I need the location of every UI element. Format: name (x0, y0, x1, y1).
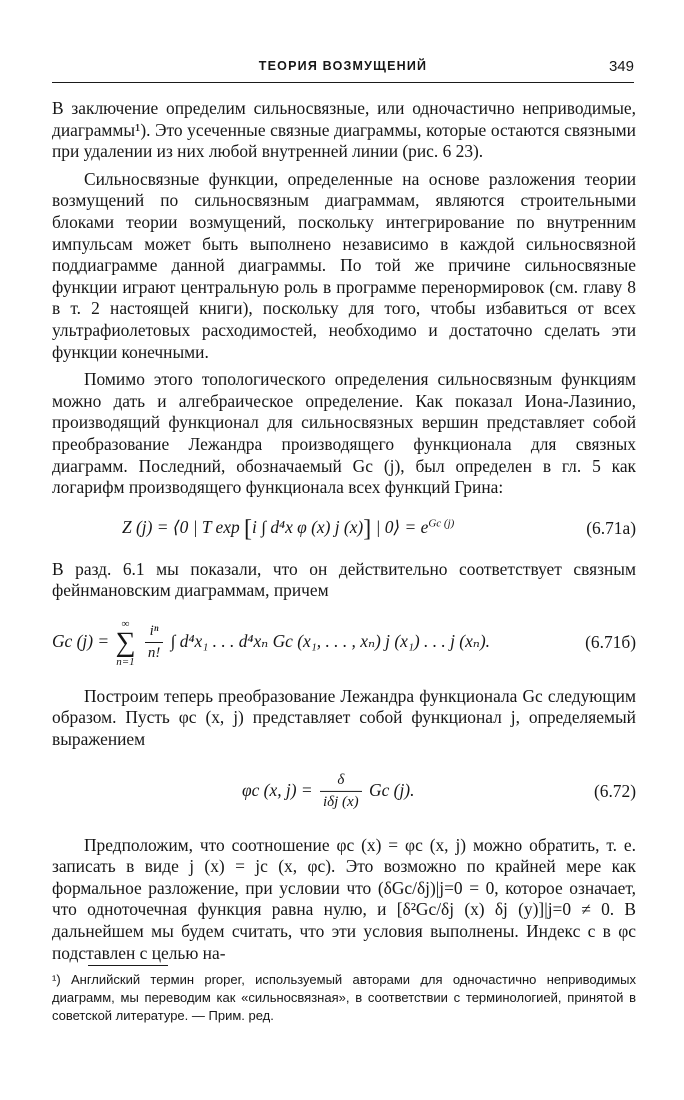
eq-671a-lhs: Z (j) = ⟨0 | T exp (122, 516, 240, 537)
eq-671b-fraction (145, 621, 164, 665)
footnote: ¹) Английский термин proper, используемый авторами для одночастично неприводимых диаграмм, мы переводим как «сильносвязная», в соответствии с терминологией, принятой в советской литературе. — Прим. ред. (52, 972, 636, 1023)
page-number: 349 (608, 58, 634, 75)
eq-671b-rhs: ∫ d⁴x₁ . . . d⁴xₙ Gc (x₁, . . . , xₙ) j (x₁) . . . j (xₙ). (170, 630, 490, 651)
eq-671a-label: (6.71а) (586, 517, 636, 538)
equation-6-71a: Z (j) = ⟨0 | T exp [i ∫ d⁴x φ (x) j (x)] | 0⟩ = $e^{Gc (j)}$ (6.71а) (122, 515, 636, 542)
eq-672-frac-den: iδj (x) (322, 794, 359, 811)
sum-upper-limit: ∞ (121, 617, 130, 630)
eq-671b-lhs: Gc (j) = (52, 630, 110, 651)
eq-672-frac-num: δ (320, 770, 362, 793)
eq-672-label: (6.72) (593, 780, 636, 801)
paragraph-3: Помимо этого топологического определения сильносвязным функциям можно дать и алгебраическое определение. Как показал Иона-Лазинио, производящий функционал для сильносвязных вершин представляет собой преобразование Лежандра производящего функционала для связных диаграмм. Последний, обозначаемый Gc (j), был определен в гл. 5 как логарифм производящего функционала всех функций Грина: (52, 369, 636, 498)
eq-671b-frac-num: iⁿ (145, 621, 164, 644)
paragraph-6: Предположим, что соотношение φc (x) = φc (x, j) можно обратить, т. е. записать в виде j (x) = jc (x, φc). Это возможно по крайней мере как формальное разложение, при условии что (δGc/δj)|j=0 = 0, которое означает, что одноточечная функция равна нулю, и [δ²Gc/δj (x) δj (y)]|j=0 ≠ 0. В дальнейшем мы будем считать, что эти условия выполнены. Индекс c в φc подставлен с целью на- (52, 834, 636, 963)
footnote-separator (88, 965, 168, 966)
eq-671a-body: i ∫ d⁴x φ (x) j (x) (252, 516, 364, 537)
eq-672-rhs: Gc (j). (369, 779, 415, 800)
eq-671a-exponent: Gc (j) (428, 517, 455, 530)
eq-672-lhs: φc (x, j) = (242, 779, 313, 800)
body-text (52, 98, 636, 964)
sum-lower-limit: n=1 (116, 655, 135, 668)
paragraph-5: Построим теперь преобразование Лежандра функционала Gc следующим образом. Пусть φc (x, j) представляет собой функционал j, определяемый выражением (52, 685, 636, 750)
paragraph-4: В разд. 6.1 мы показали, что он действительно соответствует связным фейнмановским диаграммам, причем (52, 558, 636, 601)
summation-sign: ∞ ∑ n=1 (115, 617, 136, 668)
equation-6-71b (52, 612, 636, 674)
running-title: ТЕОРИЯ ВОЗМУЩЕНИЙ (258, 59, 428, 73)
paragraph-1: В заключение определим сильносвязные, или одночастично неприводимые, диаграммы¹). Это усеченные связные диаграммы, которые остаются связными при удалении из них любой внутренней линии (рис. 6 23). (52, 98, 636, 162)
equation-6-72 (52, 761, 636, 823)
paragraph-2: Сильносвязные функции, определенные на основе разложения теории возмущений по сильносвязным диаграммам, являются строительными блоками теории возмущений, поскольку интегрирование по внутренним импульсам может быть выполнено независимо в каждой сильносвязной поддиаграмме данной диаграммы. По той же причине сильносвязные функции играют центральную роль в программе перенормировок (см. главу 8 в т. 2 настоящей книги), поскольку для того, чтобы избавиться от всех ультрафиолетовых расходимостей, необходимо и достаточно сделать эти функции конечными. (52, 168, 636, 362)
eq-671b-label: (6.71б) (585, 632, 636, 653)
eq-672-fraction (320, 770, 362, 814)
eq-671a-rhs: | 0⟩ = e (375, 516, 429, 537)
page-header (52, 58, 634, 83)
eq-671b-frac-den: n! (147, 645, 161, 662)
